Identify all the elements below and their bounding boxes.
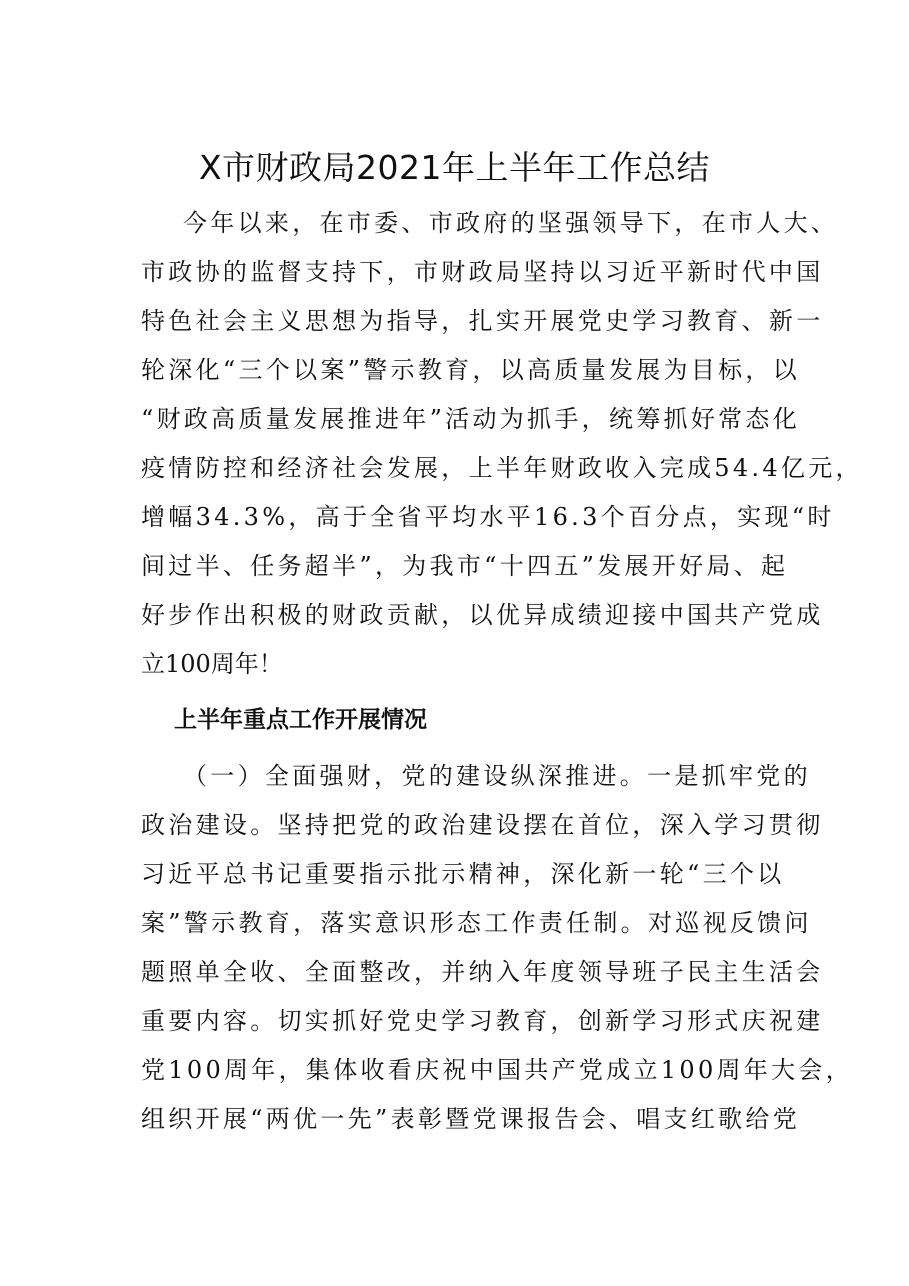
intro-line: 疫情防控和经济社会发展，上半年财政收入完成54.4亿元，	[141, 454, 863, 482]
section1-line: 党100周年，集体收看庆祝中国共产党成立100周年大会，	[141, 1056, 854, 1084]
intro-line: 增幅34.3%，高于全省平均水平16.3个百分点，实现“时	[141, 503, 835, 531]
intro-line: 轮深化“三个以案”警示教育，以高质量发展为目标，以	[141, 356, 801, 384]
document-title: X市财政局2021年上半年工作总结	[198, 148, 711, 187]
intro-line: 间过半、任务超半”，为我市“十四五”发展开好局、起	[141, 552, 789, 580]
section1-line: 组织开展“两优一先”表彰暨党课报告会、唱支红歌给党	[141, 1105, 801, 1133]
intro-line: 今年以来，在市委、市政府的坚强领导下，在市人大、	[183, 209, 839, 237]
intro-line: 好步作出积极的财政贡献，以优异成绩迎接中国共产党成	[141, 601, 824, 629]
section1-line: 案”警示教育，落实意识形态工作责任制。对巡视反馈问	[141, 909, 812, 937]
section1-line: 重要内容。切实抓好党史学习教育，创新学习形式庆祝建	[141, 1007, 824, 1035]
intro-line: 特色社会主义思想为指导，扎实开展党史学习教育、新一	[141, 307, 824, 335]
intro-line: 立100周年！	[141, 650, 283, 678]
intro-line: 市政协的监督支持下，市财政局坚持以习近平新时代中国	[141, 258, 824, 286]
section1-line: （一）全面强财，党的建设纵深推进。一是抓牢党的	[183, 762, 811, 790]
section-heading: 上半年重点工作开展情况	[174, 707, 427, 733]
section1-line: 题照单全收、全面整改，并纳入年度领导班子民主生活会	[141, 958, 824, 986]
section1-line: 习近平总书记重要指示批示精神，深化新一轮“三个以	[141, 860, 785, 888]
intro-line: “财政高质量发展推进年”活动为抓手，统筹抓好常态化	[141, 405, 801, 433]
section1-line: 政治建设。坚持把党的政治建设摆在首位，深入学习贯彻	[141, 811, 824, 839]
